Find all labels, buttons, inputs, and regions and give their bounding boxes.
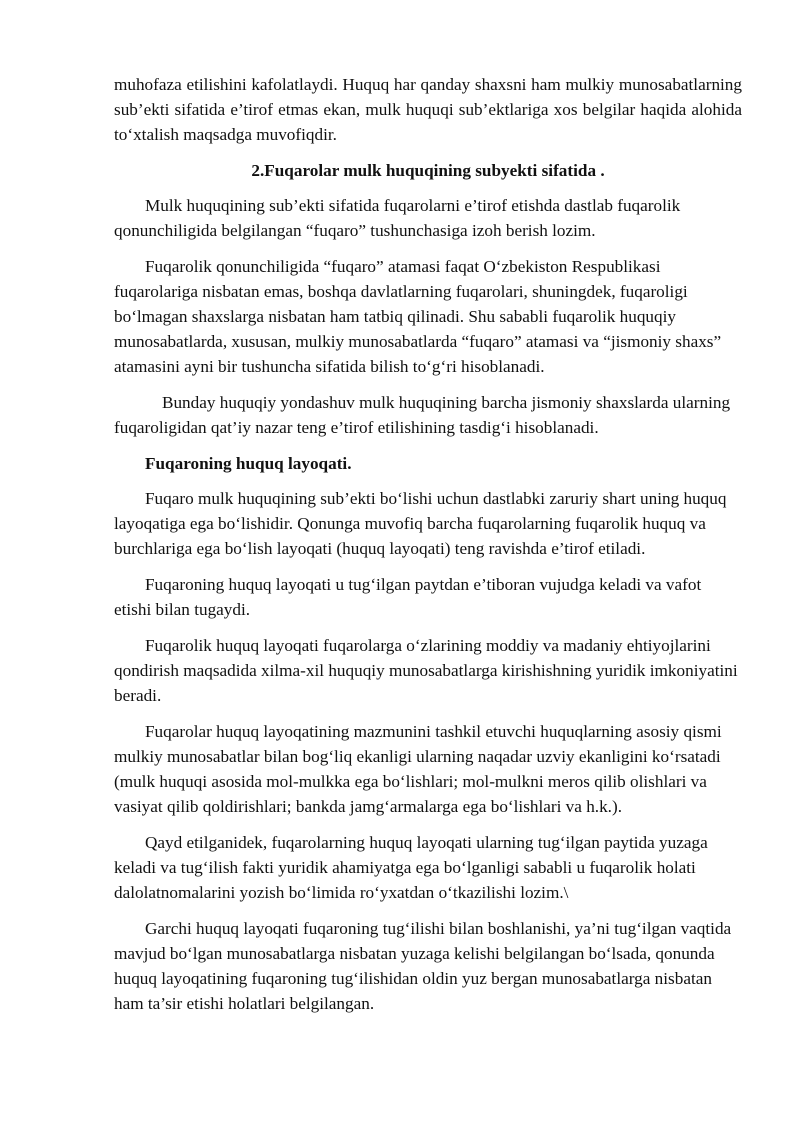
body-paragraph: Fuqarolar huquq layoqatining mazmunini tashkil etuvchi huquqlarning asosiy qismi mulkiy munosabatlar bilan bog‘liq ekanligi ularning naqadar uzviy ekanligini ko‘rsatadi (mulk huquqi asosida mol-mulkka ega bo‘lishlari; mol-mulkni meros qilib olishlari va vasiyat qilib qoldirishlari; bankda jamg‘armalarga ega bo‘lishlari va h.k.). — [114, 722, 722, 816]
section-heading: 2.Fuqarolar mulk huquqining subyekti sifatida . — [251, 161, 605, 180]
body-paragraph: Fuqarolik huquq layoqati fuqarolarga o‘zlarining moddiy va madaniy ehtiyojlarini qondirish maqsadida xilma-xil huquqiy munosabatlarga kirishishning yuridik imkoniyatini beradi. — [114, 636, 738, 705]
document-page — [114, 72, 742, 1027]
intro-paragraph: muhofaza etilishini kafolatlaydi. Huquq har qanday shaxsni ham mulkiy munosabatlarning sub’ekti sifatida e’tirof etmas ekan, mulk huquqi sub’ektlariga xos belgilar haqida alohida to‘xtalish maqsadga muvofiqdir. — [114, 75, 742, 144]
body-paragraph: Bunday huquqiy yondashuv mulk huquqining barcha jismoniy shaxslarda ularning fuqaroligidan qat’iy nazar teng e’tirof etilishining tasdig‘i hisoblanadi. — [114, 393, 731, 437]
body-paragraph: Garchi huquq layoqati fuqaroning tug‘ilishi bilan boshlanishi, ya’ni tug‘ilgan vaqtida mavjud bo‘lgan munosabatlarga nisbatan yuzaga kelishi belgilangan bo‘lsada, qonunda huquq layoqatining fuqaroning tug‘ilishidan oldin yuz bergan munosabatlarga nisbatan ham ta’sir etishi holatlari belgilangan. — [114, 919, 732, 1013]
body-paragraph: Fuqarolik qonunchiligida “fuqaro” atamasi faqat O‘zbekiston Respublikasi fuqarolariga nisbatan emas, boshqa davlatlarning fuqarolari, shuningdek, fuqaroligi bo‘lmagan shaxslarga nisbatan ham tatbiq qilinadi. Shu sababli fuqarolik huquqiy munosabatlarda, xususan, mulkiy munosabatlarda “fuqaro” atamasi va “jismoniy shaxs” atamasini ayni bir tushuncha sifatida bilish to‘g‘ri hisoblanadi. — [114, 257, 722, 376]
body-paragraph: Qayd etilganidek, fuqarolarning huquq layoqati ularning tug‘ilgan paytida yuzaga keladi va tug‘ilish fakti yuridik ahamiyatga ega bo‘lganligi sababli u fuqarolik holati dalolatnomalarini yozish bo‘limida ro‘yxatdan o‘tkazilishi lozim.\ — [114, 833, 708, 902]
body-paragraph: Fuqaroning huquq layoqati u tug‘ilgan paytdan e’tiboran vujudga keladi va vafot etishi bilan tugaydi. — [114, 575, 702, 619]
subheading: Fuqaroning huquq layoqati. — [145, 454, 352, 473]
body-paragraph: Mulk huquqining sub’ekti sifatida fuqarolarni e’tirof etishda dastlab fuqarolik qonunchiligida belgilangan “fuqaro” tushunchasiga izoh berish lozim. — [114, 196, 681, 240]
body-paragraph: Fuqaro mulk huquqining sub’ekti bo‘lishi uchun dastlabki zaruriy shart uning huquq layoqatiga ega bo‘lishidir. Qonunga muvofiq barcha fuqarolarning fuqarolik huquq va burchlariga ega bo‘lish layoqati (huquq layoqati) teng ravishda e’tirof etiladi. — [114, 489, 727, 558]
